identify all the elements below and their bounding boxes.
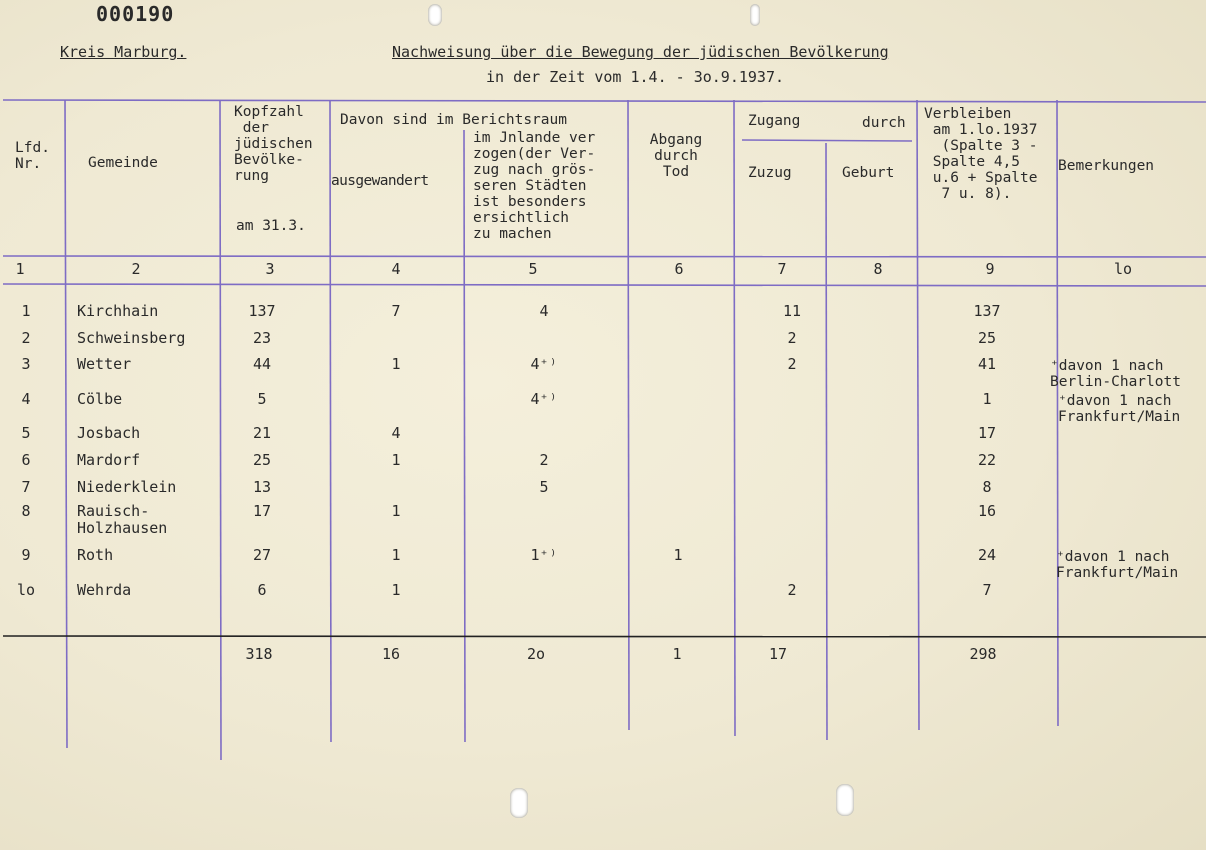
row-gemeinde: Mardorf	[77, 451, 141, 469]
remark-berlin: ⁺davon 1 nach Berlin-Charlott	[1050, 358, 1181, 390]
total-verzogen: 2o	[526, 645, 546, 663]
row-kopfzahl: 44	[252, 355, 272, 373]
header-lfd-nr: Lfd. Nr.	[15, 140, 50, 172]
row-number: 6	[21, 451, 31, 469]
column-number: 8	[873, 260, 883, 278]
row-ausgewandert: 7	[391, 302, 401, 320]
row-number: 1	[21, 302, 31, 320]
row-kopfzahl: 6	[257, 581, 267, 599]
row-number: 2	[21, 329, 31, 347]
row-number: lo	[16, 581, 36, 599]
row-verbleiben: 16	[977, 502, 997, 520]
column-number: 9	[985, 260, 995, 278]
row-verzogen: 1⁺⁾	[530, 546, 558, 564]
header-zuzug: Zuzug	[748, 165, 792, 181]
punch-hole	[510, 788, 528, 818]
row-verbleiben: 25	[977, 329, 997, 347]
total-ausgewandert: 16	[381, 645, 401, 663]
document-number: 000190	[96, 2, 175, 26]
row-kopfzahl: 27	[252, 546, 272, 564]
column-number: 1	[15, 260, 25, 278]
row-verzogen: 4⁺⁾	[530, 355, 558, 373]
header-ausgewandert: ausgewandert	[331, 173, 429, 189]
row-gemeinde: Cölbe	[77, 390, 123, 408]
row-verbleiben: 24	[977, 546, 997, 564]
punch-hole	[750, 4, 760, 26]
row-zuzug: 2	[787, 329, 797, 347]
total-tod: 1	[672, 645, 682, 663]
row-number: 7	[21, 478, 31, 496]
column-number: 6	[674, 260, 684, 278]
header-durch: durch	[862, 115, 906, 131]
row-verzogen: 4	[539, 302, 549, 320]
column-number: 3	[265, 260, 275, 278]
row-verbleiben: 7	[982, 581, 992, 599]
row-kopfzahl: 5	[257, 390, 267, 408]
row-verzogen: 4⁺⁾	[530, 390, 558, 408]
row-number: 9	[21, 546, 31, 564]
row-verbleiben: 17	[977, 424, 997, 442]
row-gemeinde: Kirchhain	[77, 302, 159, 320]
row-kopfzahl: 25	[252, 451, 272, 469]
header-verbleiben: Verbleiben am 1.lo.1937 (Spalte 3 - Spalte 4,5 u.6 + Spalte 7 u. 8).	[924, 106, 1038, 202]
row-kopfzahl: 21	[252, 424, 272, 442]
row-ausgewandert: 1	[391, 546, 401, 564]
total-zuzug: 17	[768, 645, 788, 663]
row-number: 4	[21, 390, 31, 408]
row-number: 3	[21, 355, 31, 373]
row-kopfzahl: 137	[248, 302, 276, 320]
column-number: 7	[777, 260, 787, 278]
header-kopfzahl-date: am 31.3.	[236, 218, 306, 234]
row-number: 8	[21, 502, 31, 520]
kreis-label: Kreis Marburg.	[60, 43, 187, 61]
header-geburt: Geburt	[842, 165, 895, 181]
row-gemeinde: Roth	[77, 546, 114, 564]
punch-hole	[428, 4, 442, 26]
title-line-2: in der Zeit vom 1.4. - 3o.9.1937.	[486, 68, 785, 86]
row-verbleiben: 8	[982, 478, 992, 496]
row-verzogen: 5	[539, 478, 549, 496]
row-verbleiben: 41	[977, 355, 997, 373]
row-ausgewandert: 1	[391, 581, 401, 599]
header-gemeinde: Gemeinde	[88, 155, 158, 171]
row-gemeinde: Wetter	[77, 355, 132, 373]
column-number: 2	[131, 260, 141, 278]
row-ausgewandert: 1	[391, 502, 401, 520]
row-gemeinde: Wehrda	[77, 581, 132, 599]
row-zuzug: 2	[787, 581, 797, 599]
column-number: 5	[528, 260, 538, 278]
row-ausgewandert: 4	[391, 424, 401, 442]
row-gemeinde: Niederklein	[77, 478, 177, 496]
row-number: 5	[21, 424, 31, 442]
row-kopfzahl: 23	[252, 329, 272, 347]
row-gemeinde: Schweinsberg	[77, 329, 186, 347]
punch-hole	[836, 784, 854, 816]
header-davon: Davon sind im Berichtsraum	[340, 112, 567, 128]
row-verzogen: 2	[539, 451, 549, 469]
row-kopfzahl: 13	[252, 478, 272, 496]
header-kopfzahl: Kopfzahl der jüdischen Bevölke- rung	[234, 104, 313, 184]
column-number: 4	[391, 260, 401, 278]
row-verbleiben: 137	[973, 302, 1001, 320]
header-zugang: Zugang	[748, 113, 801, 129]
row-kopfzahl: 17	[252, 502, 272, 520]
header-abgang: Abgang durch Tod	[649, 132, 703, 180]
total-verbleiben: 298	[969, 645, 997, 663]
row-zuzug: 11	[782, 302, 802, 320]
row-tod: 1	[673, 546, 683, 564]
total-kopfzahl: 318	[245, 645, 273, 663]
row-ausgewandert: 1	[391, 451, 401, 469]
header-verzogen: im Jnlande ver zogen(der Ver- zug nach grös- seren Städten ist besonders ersichtlich zu machen	[473, 130, 596, 242]
column-number: lo	[1113, 260, 1133, 278]
row-verbleiben: 1	[982, 390, 992, 408]
row-zuzug: 2	[787, 355, 797, 373]
remark-frankfurt-2: ⁺davon 1 nach Frankfurt/Main	[1056, 549, 1179, 581]
row-verbleiben: 22	[977, 451, 997, 469]
row-ausgewandert: 1	[391, 355, 401, 373]
title-line-1: Nachweisung über die Bewegung der jüdischen Bevölkerung	[392, 43, 889, 61]
header-bemerkungen: Bemerkungen	[1058, 158, 1155, 174]
remark-frankfurt-1: ⁺davon 1 nach Frankfurt/Main	[1058, 393, 1181, 425]
row-gemeinde: Rauisch- Holzhausen	[77, 502, 168, 537]
row-gemeinde: Josbach	[77, 424, 141, 442]
